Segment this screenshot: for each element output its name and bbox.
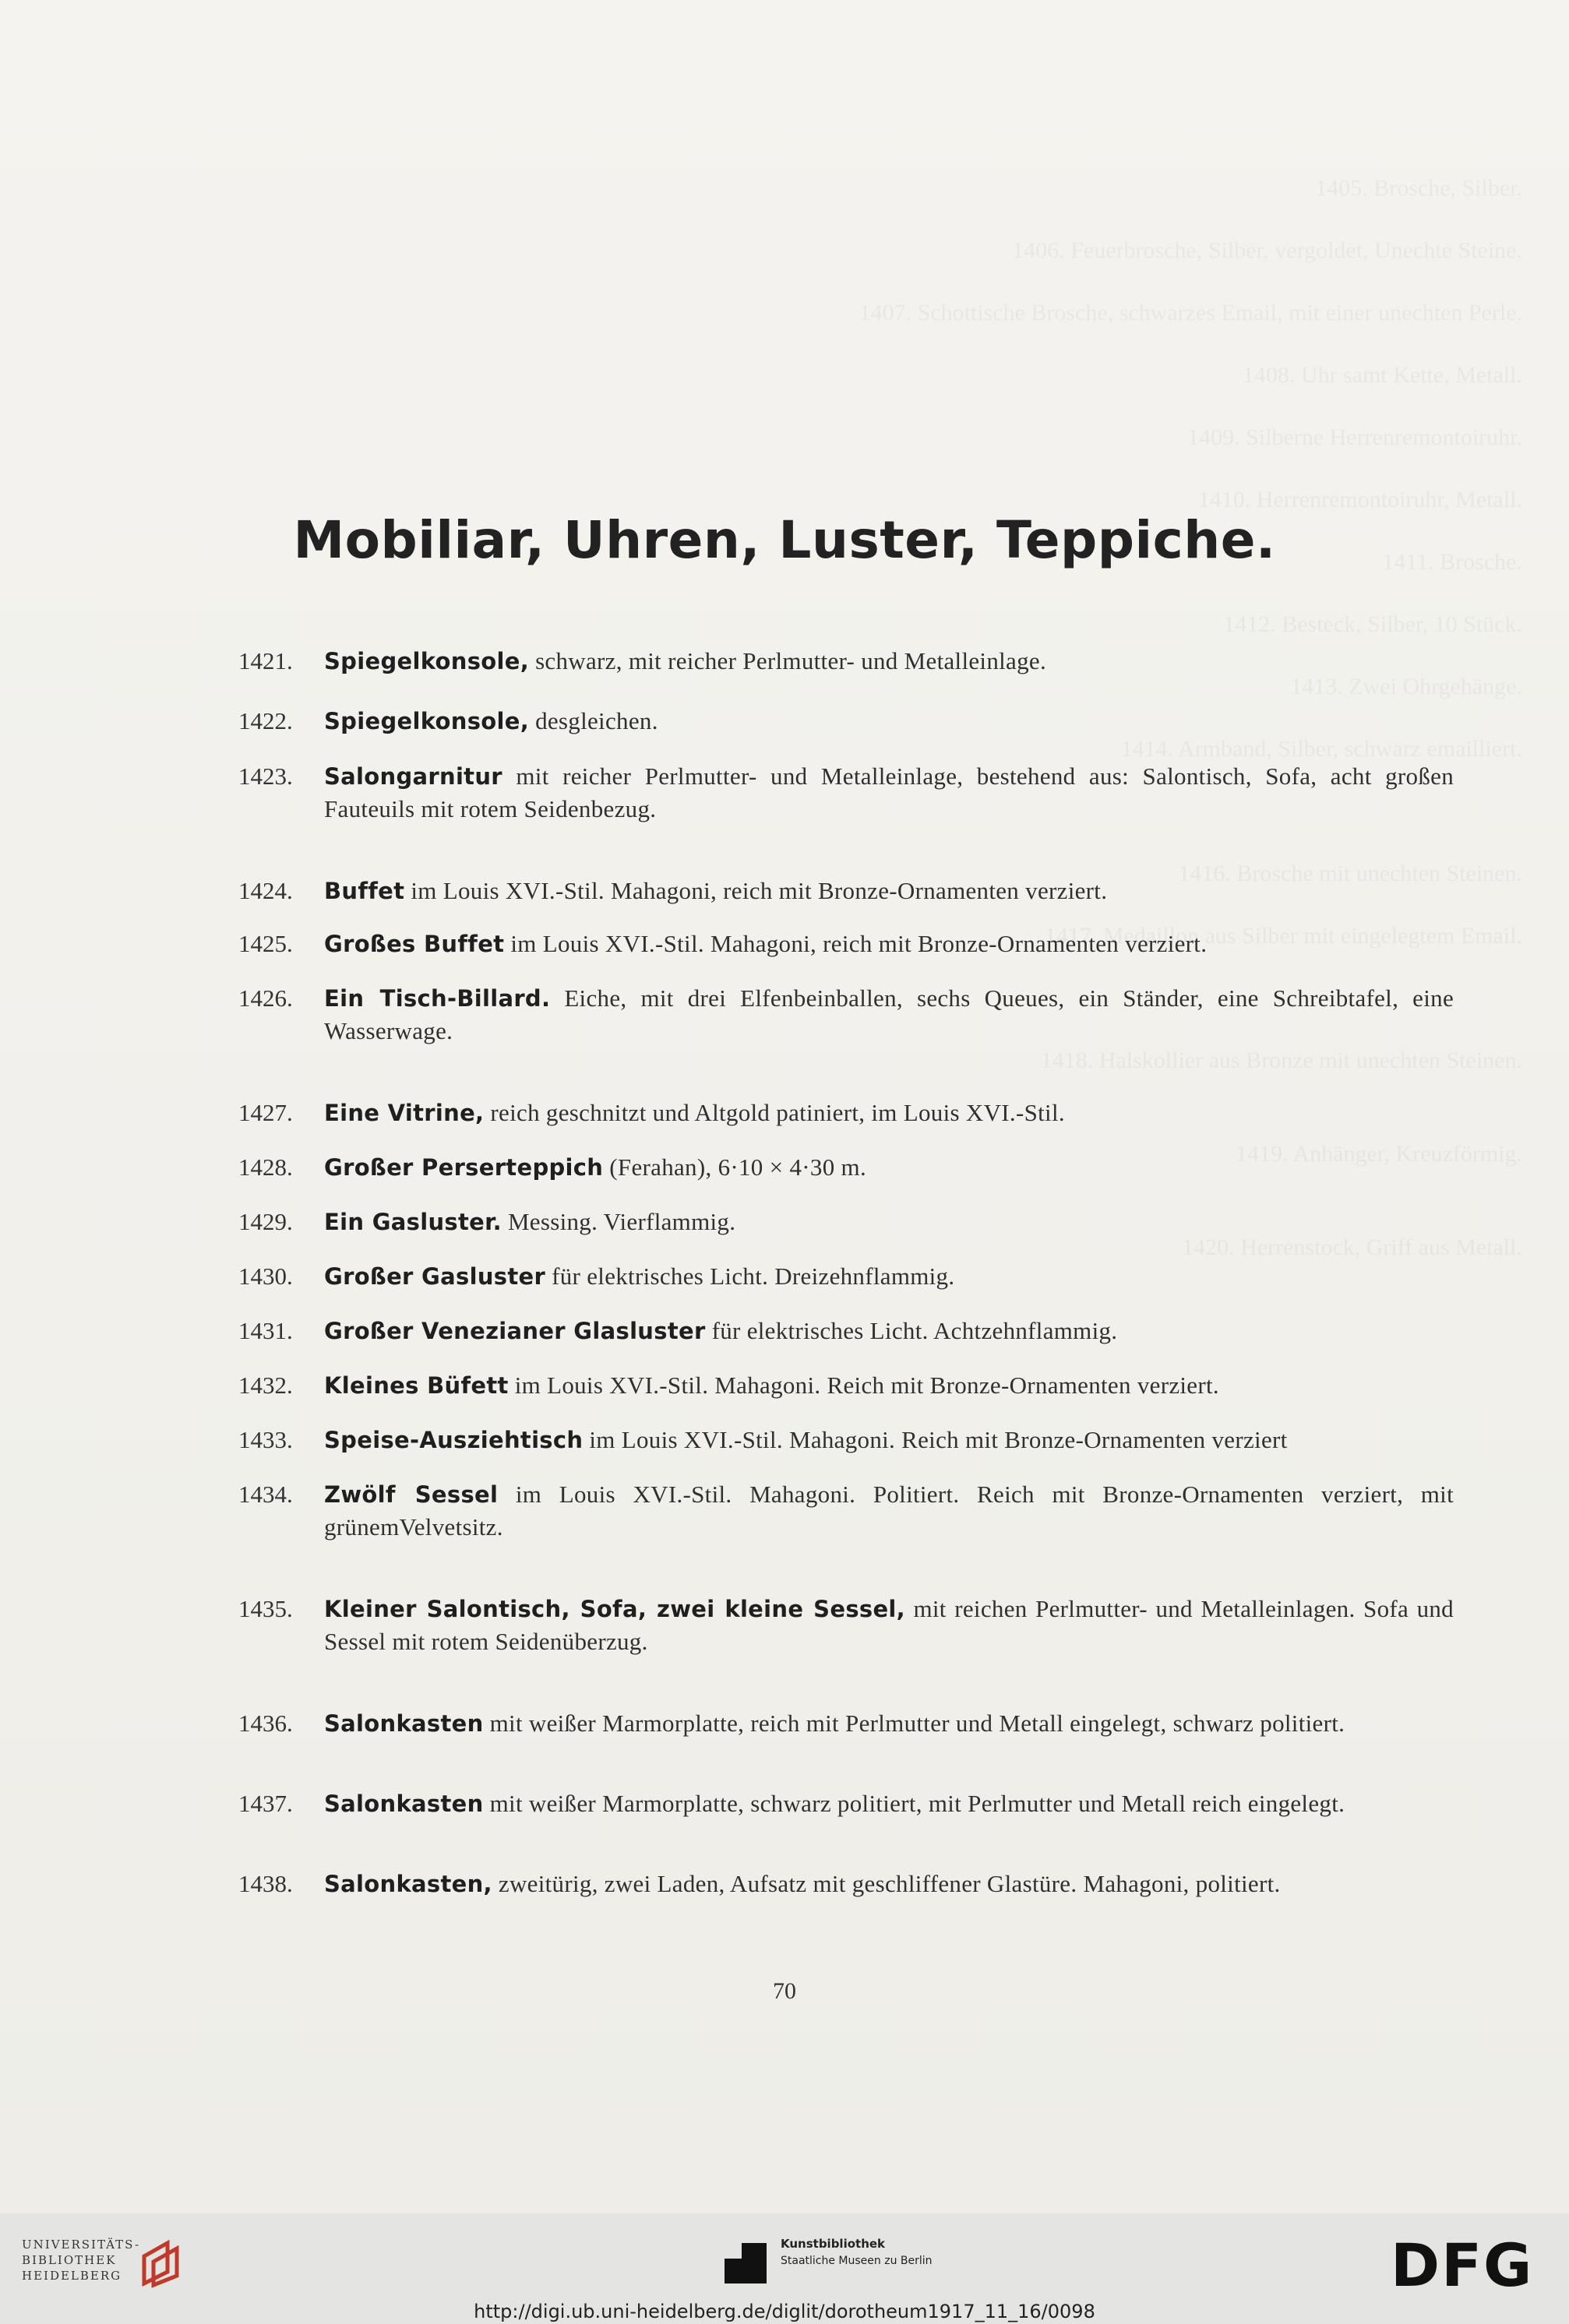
entry-number: 1421. <box>238 647 293 674</box>
catalog-entry <box>238 705 1454 738</box>
entry-number: 1424. <box>238 877 293 904</box>
entry-number: 1425. <box>238 930 293 957</box>
entry-body-text: mit weißer Marmorplatte, schwarz politiert, mit Perlmutter und Metall reich eingelegt. <box>483 1790 1345 1817</box>
entry-number: 1436. <box>238 1710 293 1737</box>
catalog-entry <box>238 1097 1454 1129</box>
entry-number: 1432. <box>238 1372 293 1399</box>
catalog-entry <box>238 645 1454 678</box>
kb-name: Kunstbibliothek <box>781 2237 886 2251</box>
entry-body-text: für elektrisches Licht. Achtzehnflammig. <box>705 1317 1118 1344</box>
entry-description <box>324 1478 1454 1544</box>
footer-bar <box>0 2213 1569 2324</box>
entry-item-name: Speise-Ausziehtisch <box>324 1427 584 1453</box>
entry-body-text: reich geschnitzt und Altgold patiniert, im Louis XVI.-Stil. <box>484 1099 1065 1126</box>
entry-body-text: schwarz, mit reicher Perlmutter- und Metalleinlage. <box>529 647 1047 674</box>
entry-description <box>324 760 1454 826</box>
catalog-entry <box>238 1707 1454 1740</box>
catalog-entry <box>238 1424 1454 1456</box>
entry-number: 1427. <box>238 1099 293 1126</box>
show-through-text: 1416. Brosche mit unechten Steinen. <box>1178 861 1522 886</box>
entry-item-name: Spiegelkonsole, <box>324 648 530 674</box>
entry-body-text: im Louis XVI.-Stil. Mahagoni, reich mit Bronze-Ornamenten verziert. <box>504 930 1208 957</box>
entry-number: 1435. <box>238 1595 293 1622</box>
show-through-text: 1417. Medaillon aus Silber mit eingelegtem Email. <box>1044 923 1522 949</box>
catalog-entry <box>238 1593 1454 1658</box>
show-through-text: 1414. Armband, Silber, schwarz emailliert. <box>1120 736 1522 762</box>
entry-item-name: Spiegelkonsole, <box>324 708 530 734</box>
entry-body-text: im Louis XVI.-Stil. Mahagoni. Reich mit Bronze-Ornamenten verziert. <box>508 1372 1219 1399</box>
show-through-text: 1419. Anhänger, Kreuzförmig. <box>1236 1141 1522 1167</box>
entry-item-name: Großer Gasluster <box>324 1263 546 1290</box>
entry-description <box>324 1315 1454 1347</box>
kb-subtitle: Staatliche Museen zu Berlin <box>781 2255 933 2267</box>
show-through-text: 1418. Halskollier aus Bronze mit unechten Steinen. <box>1040 1048 1522 1073</box>
entry-description <box>324 982 1454 1048</box>
entry-body-text: für elektrisches Licht. Dreizehnflammig. <box>545 1262 955 1290</box>
heidelberg-library-logo-icon <box>136 2237 191 2291</box>
entry-description <box>324 1593 1454 1658</box>
entry-number: 1434. <box>238 1481 293 1508</box>
entry-number: 1433. <box>238 1426 293 1453</box>
entry-item-name: Großer Venezianer Glasluster <box>324 1318 706 1344</box>
show-through-text: 1413. Zwei Ohrgehänge. <box>1290 674 1522 699</box>
page-number: 70 <box>773 1978 796 2004</box>
entry-item-name: Eine Vitrine, <box>324 1100 485 1126</box>
entry-number: 1428. <box>238 1153 293 1181</box>
catalog-entry <box>238 1260 1454 1293</box>
kunstbibliothek-label <box>781 2235 933 2269</box>
show-through-text: 1408. Uhr samt Kette, Metall. <box>1242 362 1522 388</box>
entry-item-name: Großer Perserteppich <box>324 1154 604 1181</box>
entry-number: 1437. <box>238 1790 293 1817</box>
entry-item-name: Kleiner Salontisch, Sofa, zwei kleine Sessel, <box>324 1596 905 1622</box>
entry-body-text: mit reicher Perlmutter- und Metalleinlage, bestehend aus: Salontisch, Sofa, acht großen Fauteuils mit rotem Seidenbezug. <box>324 762 1454 822</box>
uni-line-3: HEIDELBERG <box>22 2269 122 2283</box>
catalog-entry <box>238 928 1454 960</box>
catalog-entry <box>238 982 1454 1048</box>
catalog-entry <box>238 1478 1454 1544</box>
entry-item-name: Kleines Büfett <box>324 1372 509 1399</box>
catalog-entry <box>238 1315 1454 1347</box>
entry-item-name: Salonkasten, <box>324 1871 492 1897</box>
entry-number: 1422. <box>238 707 293 734</box>
entry-number: 1429. <box>238 1208 293 1235</box>
entry-description <box>324 1868 1454 1900</box>
catalog-entry <box>238 1369 1454 1402</box>
entry-item-name: Salongarnitur <box>324 763 502 790</box>
entry-item-name: Ein Tisch-Billard. <box>324 985 551 1012</box>
entry-description <box>324 1260 1454 1293</box>
page-title: Mobiliar, Uhren, Luster, Teppiche. <box>293 510 1276 570</box>
catalog-entry <box>238 1868 1454 1900</box>
entry-body-text: Eiche, mit drei Elfenbeinballen, sechs Queues, ein Ständer, eine Schreibtafel, eine Wasserwage. <box>324 984 1454 1044</box>
entry-body-text: mit weißer Marmorplatte, reich mit Perlmutter und Metall eingelegt, schwarz politiert. <box>483 1710 1345 1737</box>
catalog-entry <box>238 760 1454 826</box>
entry-body-text: zweitürig, zwei Laden, Aufsatz mit geschliffener Glastüre. Mahagoni, politiert. <box>492 1870 1281 1897</box>
show-through-text: 1407. Schottische Brosche, schwarzes Email, mit einer unechten Perle. <box>859 300 1522 326</box>
entry-number: 1430. <box>238 1262 293 1290</box>
entry-number: 1423. <box>238 762 293 790</box>
entry-item-name: Salonkasten <box>324 1791 484 1817</box>
entry-number: 1426. <box>238 984 293 1012</box>
entry-description <box>324 875 1454 907</box>
entry-body-text: im Louis XVI.-Stil. Mahagoni. Politiert. Reich mit Bronze-Ornamenten verziert, mit grünemVelvetsitz. <box>324 1481 1454 1541</box>
catalog-entry-list <box>238 645 1454 1900</box>
entry-description <box>324 1206 1454 1238</box>
entry-body-text: im Louis XVI.-Stil. Mahagoni, reich mit Bronze-Ornamenten verziert. <box>404 877 1108 904</box>
show-through-text: 1411. Brosche. <box>1382 549 1522 575</box>
entry-description <box>324 1097 1454 1129</box>
entry-body-text: Messing. Vierflammig. <box>501 1208 736 1235</box>
entry-body-text: desgleichen. <box>529 707 658 734</box>
entry-number: 1431. <box>238 1317 293 1344</box>
entry-description <box>324 1424 1454 1456</box>
entry-body-text: mit reichen Perlmutter- und Metalleinlagen. Sofa und Sessel mit rotem Seidenüberzug. <box>324 1595 1454 1655</box>
show-through-text: 1409. Silberne Herrenremontoiruhr. <box>1187 424 1522 450</box>
uni-line-1: UNIVERSITÄTS- <box>22 2238 141 2252</box>
entry-body-text: im Louis XVI.-Stil. Mahagoni. Reich mit Bronze-Ornamenten verziert <box>583 1426 1288 1453</box>
show-through-text: 1410. Herrenremontoiruhr, Metall. <box>1197 487 1522 512</box>
show-through-text: 1412. Besteck, Silber, 10 Stück. <box>1223 611 1522 637</box>
show-through-text: 1420. Herrenstock, Griff aus Metall. <box>1182 1234 1522 1260</box>
entry-description <box>324 1707 1454 1740</box>
catalog-entry <box>238 1206 1454 1238</box>
entry-description <box>324 928 1454 960</box>
kunstbibliothek-logo-icon <box>718 2235 773 2290</box>
entry-body-text: (Ferahan), 6·10 × 4·30 m. <box>603 1153 867 1181</box>
entry-number: 1438. <box>238 1870 293 1897</box>
catalog-entry <box>238 875 1454 907</box>
entry-item-name: Ein Gasluster. <box>324 1209 502 1235</box>
entry-item-name: Buffet <box>324 878 405 904</box>
permalink-url[interactable]: http://digi.ub.uni-heidelberg.de/diglit/dorotheum1917_11_16/0098 <box>474 2301 1095 2322</box>
entry-description <box>324 1151 1454 1184</box>
entry-item-name: Großes Buffet <box>324 931 505 957</box>
show-through-text: 1405. Brosche, Silber. <box>1315 175 1522 201</box>
entry-description <box>324 1369 1454 1402</box>
entry-description <box>324 1787 1454 1820</box>
entry-item-name: Salonkasten <box>324 1710 484 1737</box>
catalog-entry <box>238 1787 1454 1820</box>
catalog-entry <box>238 1151 1454 1184</box>
dfg-logo: DFG <box>1391 2231 1534 2300</box>
entry-item-name: Zwölf Sessel <box>324 1481 499 1508</box>
uni-line-2: BIBLIOTHEK <box>22 2253 117 2267</box>
entry-description <box>324 645 1454 678</box>
show-through-text: 1406. Feuerbrosche, Silber, vergoldet, Unechte Steine. <box>1012 238 1522 263</box>
entry-description <box>324 705 1454 738</box>
